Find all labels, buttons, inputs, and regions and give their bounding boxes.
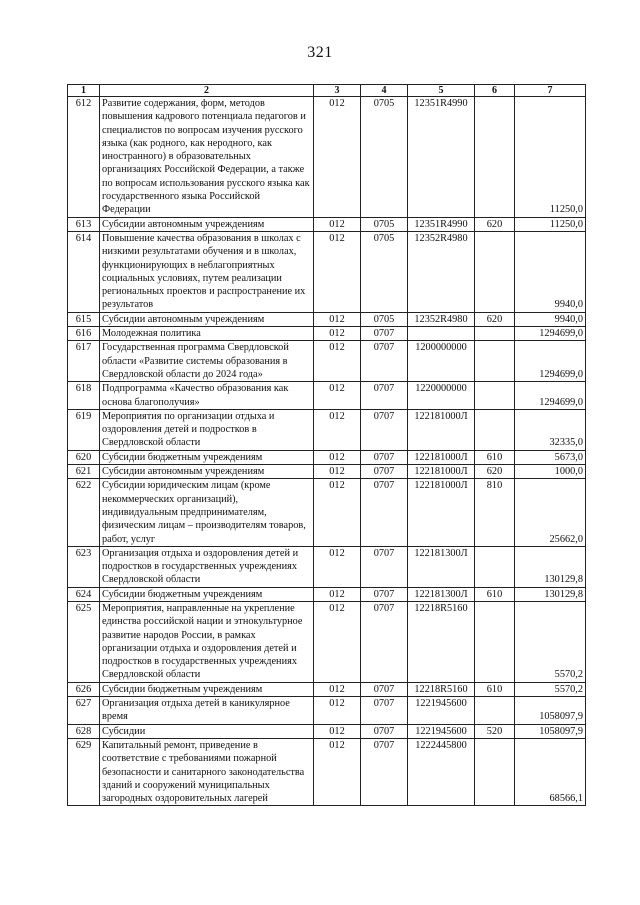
amount: 11250,0 <box>515 217 586 231</box>
expense-type-code <box>475 409 515 450</box>
table-row <box>68 231 586 312</box>
row-number: 625 <box>68 601 100 682</box>
row-number: 619 <box>68 409 100 450</box>
page-number: 321 <box>307 44 333 61</box>
section-code: 0707 <box>361 327 408 341</box>
section-code: 0707 <box>361 479 408 546</box>
section-code: 0707 <box>361 587 408 601</box>
row-number: 612 <box>68 97 100 218</box>
ministry-code: 012 <box>314 465 361 479</box>
budget-table <box>67 84 586 806</box>
section-code: 0707 <box>361 682 408 696</box>
item-name: Субсидии автономным учреждениям <box>100 217 314 231</box>
item-name: Повышение качества образования в школах с низкими результатами обучения и в школах, функционирующих в неблагоприятных социальных условиях, путем реализации региональных проектов и распространение их результатов <box>100 231 314 312</box>
table-row <box>68 546 586 587</box>
target-article-code: 122181300Л <box>408 546 475 587</box>
section-code: 0707 <box>361 601 408 682</box>
ministry-code: 012 <box>314 479 361 546</box>
item-name: Субсидии юридическим лицам (кроме некоммерческих организаций), индивидуальным предпринимателям, физическим лицам – производителям товаров, работ, услуг <box>100 479 314 546</box>
expense-type-code <box>475 341 515 382</box>
row-number: 622 <box>68 479 100 546</box>
target-article-code: 122181000Л <box>408 465 475 479</box>
table-row <box>68 587 586 601</box>
amount: 5570,2 <box>515 601 586 682</box>
header-col-7: 7 <box>515 85 586 97</box>
section-code: 0707 <box>361 382 408 410</box>
amount: 1294699,0 <box>515 327 586 341</box>
header-col-3: 3 <box>314 85 361 97</box>
table-row <box>68 601 586 682</box>
item-name: Развитие содержания, форм, методов повышения кадрового потенциала педагогов и специалистов по вопросам изучения русского языка (как родного, как неродного, как иностранного) в образовательных организациях Российской Федерации, а также по вопросам использования русского языка как государственного языка Российской Федерации <box>100 97 314 218</box>
target-article-code: 122181000Л <box>408 479 475 546</box>
ministry-code: 012 <box>314 341 361 382</box>
expense-type-code: 620 <box>475 312 515 326</box>
target-article-code: 1221945600 <box>408 724 475 738</box>
target-article-code: 12351R4990 <box>408 217 475 231</box>
table-row <box>68 724 586 738</box>
section-code: 0707 <box>361 409 408 450</box>
section-code: 0705 <box>361 97 408 218</box>
target-article-code: 12351R4990 <box>408 97 475 218</box>
target-article-code <box>408 327 475 341</box>
row-number: 626 <box>68 682 100 696</box>
section-code: 0705 <box>361 217 408 231</box>
expense-type-code <box>475 601 515 682</box>
table-row <box>68 697 586 725</box>
ministry-code: 012 <box>314 312 361 326</box>
item-name: Субсидии бюджетным учреждениям <box>100 682 314 696</box>
row-number: 614 <box>68 231 100 312</box>
expense-type-code: 810 <box>475 479 515 546</box>
amount: 5673,0 <box>515 450 586 464</box>
section-code: 0707 <box>361 546 408 587</box>
target-article-code: 1220000000 <box>408 382 475 410</box>
table-row <box>68 738 586 805</box>
amount: 130129,8 <box>515 587 586 601</box>
item-name: Подпрограмма «Качество образования как основа благополучия» <box>100 382 314 410</box>
item-name: Субсидии бюджетным учреждениям <box>100 587 314 601</box>
expense-type-code: 610 <box>475 682 515 696</box>
expense-type-code: 610 <box>475 587 515 601</box>
row-number: 617 <box>68 341 100 382</box>
item-name: Субсидии автономным учреждениям <box>100 465 314 479</box>
amount: 1294699,0 <box>515 382 586 410</box>
amount: 130129,8 <box>515 546 586 587</box>
header-col-4: 4 <box>361 85 408 97</box>
row-number: 627 <box>68 697 100 725</box>
table-row <box>68 409 586 450</box>
row-number: 629 <box>68 738 100 805</box>
ministry-code: 012 <box>314 682 361 696</box>
ministry-code: 012 <box>314 409 361 450</box>
amount: 68566,1 <box>515 738 586 805</box>
ministry-code: 012 <box>314 738 361 805</box>
table-row <box>68 450 586 464</box>
target-article-code: 12218R5160 <box>408 601 475 682</box>
target-article-code: 122181300Л <box>408 587 475 601</box>
expense-type-code <box>475 546 515 587</box>
target-article-code: 12218R5160 <box>408 682 475 696</box>
item-name: Молодежная политика <box>100 327 314 341</box>
ministry-code: 012 <box>314 217 361 231</box>
ministry-code: 012 <box>314 327 361 341</box>
target-article-code: 12352R4980 <box>408 312 475 326</box>
expense-type-code <box>475 97 515 218</box>
ministry-code: 012 <box>314 601 361 682</box>
amount: 1000,0 <box>515 465 586 479</box>
amount: 25662,0 <box>515 479 586 546</box>
ministry-code: 012 <box>314 382 361 410</box>
expense-type-code: 620 <box>475 217 515 231</box>
row-number: 624 <box>68 587 100 601</box>
section-code: 0705 <box>361 231 408 312</box>
amount: 1294699,0 <box>515 341 586 382</box>
section-code: 0707 <box>361 697 408 725</box>
expense-type-code <box>475 697 515 725</box>
ministry-code: 012 <box>314 724 361 738</box>
item-name: Мероприятия по организации отдыха и оздоровления детей и подростков в Свердловской области <box>100 409 314 450</box>
item-name: Государственная программа Свердловской области «Развитие системы образования в Свердловской области до 2024 года» <box>100 341 314 382</box>
item-name: Субсидии автономным учреждениям <box>100 312 314 326</box>
expense-type-code <box>475 382 515 410</box>
section-code: 0707 <box>361 724 408 738</box>
expense-type-code <box>475 327 515 341</box>
row-number: 618 <box>68 382 100 410</box>
expense-type-code <box>475 738 515 805</box>
table-row <box>68 217 586 231</box>
table-row <box>68 682 586 696</box>
expense-type-code <box>475 231 515 312</box>
expense-type-code: 610 <box>475 450 515 464</box>
row-number: 620 <box>68 450 100 464</box>
item-name: Субсидии <box>100 724 314 738</box>
row-number: 615 <box>68 312 100 326</box>
header-row <box>68 85 586 97</box>
amount: 9940,0 <box>515 231 586 312</box>
table-row <box>68 479 586 546</box>
amount: 11250,0 <box>515 97 586 218</box>
amount: 9940,0 <box>515 312 586 326</box>
target-article-code: 122181000Л <box>408 409 475 450</box>
header-col-1: 1 <box>68 85 100 97</box>
target-article-code: 1222445800 <box>408 738 475 805</box>
item-name: Мероприятия, направленные на укрепление единства российской нации и этнокультурное развитие народов России, в рамках организации отдыха и оздоровления детей и подростков в государственных учреждениях Свердловской области <box>100 601 314 682</box>
table-header <box>68 85 586 97</box>
item-name: Организация отдыха детей в каникулярное время <box>100 697 314 725</box>
amount: 5570,2 <box>515 682 586 696</box>
item-name: Организация отдыха и оздоровления детей и подростков в государственных учреждениях Свердловской области <box>100 546 314 587</box>
section-code: 0707 <box>361 450 408 464</box>
item-name: Капитальный ремонт, приведение в соответствие с требованиями пожарной безопасности и санитарного законодательства зданий и сооружений муниципальных загородных оздоровительных лагерей <box>100 738 314 805</box>
table-row <box>68 327 586 341</box>
ministry-code: 012 <box>314 546 361 587</box>
amount: 1058097,9 <box>515 724 586 738</box>
target-article-code: 122181000Л <box>408 450 475 464</box>
amount: 32335,0 <box>515 409 586 450</box>
row-number: 621 <box>68 465 100 479</box>
section-code: 0707 <box>361 341 408 382</box>
table-row <box>68 465 586 479</box>
target-article-code: 12352R4980 <box>408 231 475 312</box>
amount: 1058097,9 <box>515 697 586 725</box>
ministry-code: 012 <box>314 450 361 464</box>
section-code: 0707 <box>361 738 408 805</box>
section-code: 0707 <box>361 465 408 479</box>
row-number: 616 <box>68 327 100 341</box>
header-col-2: 2 <box>100 85 314 97</box>
table-row <box>68 312 586 326</box>
table-row <box>68 382 586 410</box>
expense-type-code: 520 <box>475 724 515 738</box>
row-number: 613 <box>68 217 100 231</box>
ministry-code: 012 <box>314 231 361 312</box>
ministry-code: 012 <box>314 697 361 725</box>
target-article-code: 1200000000 <box>408 341 475 382</box>
ministry-code: 012 <box>314 97 361 218</box>
section-code: 0705 <box>361 312 408 326</box>
row-number: 623 <box>68 546 100 587</box>
table-row <box>68 97 586 218</box>
item-name: Субсидии бюджетным учреждениям <box>100 450 314 464</box>
row-number: 628 <box>68 724 100 738</box>
header-col-5: 5 <box>408 85 475 97</box>
header-col-6: 6 <box>475 85 515 97</box>
ministry-code: 012 <box>314 587 361 601</box>
expense-type-code: 620 <box>475 465 515 479</box>
table-body <box>68 97 586 806</box>
table-row <box>68 341 586 382</box>
target-article-code: 1221945600 <box>408 697 475 725</box>
